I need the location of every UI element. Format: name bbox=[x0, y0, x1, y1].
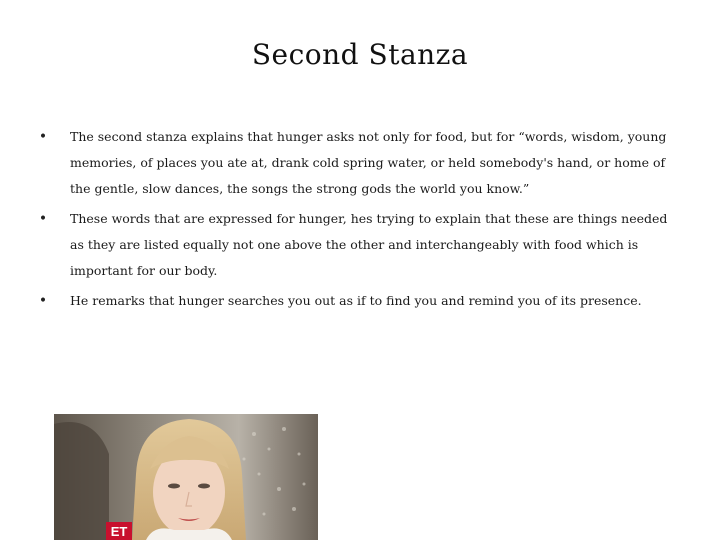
bullet-marker: • bbox=[38, 129, 48, 145]
et-logo-text: ET bbox=[110, 524, 128, 539]
bullet-item bbox=[38, 206, 678, 284]
slide-title: Second Stanza bbox=[251, 38, 469, 71]
bullet-text: These words that are expressed for hunger, hes trying to explain that these are things needed as they are listed equally not one above the other and interchangeably with food which is important for our body. bbox=[70, 211, 668, 278]
bullet-marker: • bbox=[38, 211, 48, 227]
bullet-text: The second stanza explains that hunger asks not only for food, but for “words, wisdom, young memories, of places you ate at, drank cold spring water, or held somebody's hand, or home of the gentle, slow dances, the songs the strong gods the world you know.” bbox=[70, 129, 667, 196]
bullet-item bbox=[38, 124, 678, 202]
bullet-marker: • bbox=[38, 293, 48, 309]
bullet-list bbox=[38, 124, 678, 314]
bullet-text: He remarks that hunger searches you out as if to find you and remind you of its presence. bbox=[70, 293, 642, 308]
photo-illustration bbox=[54, 414, 318, 540]
bullet-item bbox=[38, 288, 678, 314]
video-still-image bbox=[54, 414, 318, 540]
